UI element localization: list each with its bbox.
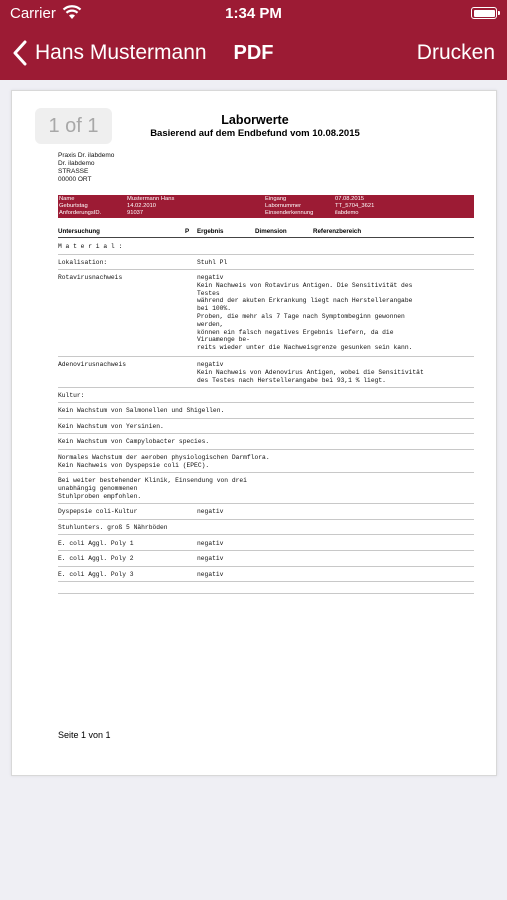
navigation-bar	[0, 28, 507, 80]
result-row-label: Kultur:	[58, 392, 85, 399]
result-row-label: Rotavirusnachweis	[58, 274, 123, 281]
patient-info-bar	[58, 195, 474, 218]
eingang-value: 07.08.2015	[335, 196, 365, 202]
address-line: Dr. ilabdemo	[58, 160, 95, 167]
result-row-value: negativ Kein Nachweis von Adenovirus Antigen, wobei die Sensitivität des Testes nach Herstellerangabe bei 93,1 % liegt.	[197, 361, 424, 384]
row-divider	[58, 254, 474, 255]
result-row-value: Stuhl Pl	[197, 259, 228, 266]
result-row-label: Kein Wachstum von Yersinien.	[58, 423, 164, 430]
clock: 1:34 PM	[225, 5, 282, 22]
sender-address	[58, 152, 114, 184]
row-divider	[58, 387, 474, 388]
row-divider	[58, 433, 474, 434]
geburtstag-value: 14.02.2010	[127, 203, 157, 209]
result-row-label: E. coli Aggl. Poly 1	[58, 540, 134, 547]
row-divider	[58, 402, 474, 403]
row-divider	[58, 356, 474, 357]
result-row-label: Kein Wachstum von Salmonellen und Shigellen.	[58, 407, 225, 414]
table-end-divider	[58, 593, 474, 594]
address-line: Praxis Dr. ilabdemo	[58, 152, 115, 159]
result-row-value: negativ	[197, 555, 224, 562]
labornummer-value: TT_5704_3621	[335, 203, 375, 209]
row-divider	[58, 449, 474, 450]
geburtstag-label: Geburtstag	[59, 203, 88, 209]
einsender-value: ilabdemo	[335, 210, 359, 216]
result-row-label: Lokalisation:	[58, 259, 108, 266]
result-row-label: E. coli Aggl. Poly 2	[58, 555, 134, 562]
battery-icon	[471, 7, 497, 19]
result-row-label: E. coli Aggl. Poly 3	[58, 571, 134, 578]
result-row-label: Normales Wachstum der aeroben physiologischen Darmflora. Kein Nachweis von Dyspepsie coli (EPEC).	[58, 454, 270, 469]
anforderung-label: AnforderungsID.	[59, 210, 102, 216]
eingang-label: Eingang	[265, 196, 287, 202]
column-header-ergebnis: Ergebnis	[197, 228, 224, 235]
result-row-label: Stuhlunters. groß 5 Nährböden	[58, 524, 168, 531]
column-header-referenzbereich: Referenzbereich	[313, 228, 362, 235]
app-header	[0, 0, 507, 80]
row-divider	[58, 519, 474, 520]
result-row-value: negativ	[197, 508, 224, 515]
carrier-label: Carrier	[10, 5, 56, 22]
result-row-label: Bei weiter bestehender Klinik, Einsendung von drei unabhängig genommenen Stuhlproben empfohlen.	[58, 477, 247, 500]
chevron-left-icon	[12, 40, 28, 66]
result-row-label: Kein Wachstum von Campylobacter species.	[58, 438, 210, 445]
back-button[interactable]	[12, 38, 207, 68]
header-divider	[58, 237, 474, 238]
status-bar	[0, 0, 507, 28]
result-row-value: negativ	[197, 571, 224, 578]
address-line: 00000 ORT	[58, 176, 92, 183]
patient-name-value: Mustermann Hans	[127, 196, 175, 202]
column-header-p: P	[185, 228, 190, 235]
pdf-page[interactable]	[11, 90, 497, 776]
result-row-value: negativ Kein Nachweis von Rotavirus Antigen. Die Sensitivität des Testes während der akuten Erkrankung liegt nach Herstellerangabe bei 100%. Proben, die mehr als 7 Tage nach Symptombeginn gewonnen werden, können ein falsch negatives Ergebnis liefern, da die Viruamenge be- reits wieder unter die Nachweisgrenze gesunken sein kann.	[197, 274, 413, 352]
result-row-value: negativ	[197, 540, 224, 547]
page-indicator: 1 of 1	[35, 108, 112, 144]
anforderung-value: 91037	[127, 210, 144, 216]
row-divider	[58, 269, 474, 270]
row-divider	[58, 550, 474, 551]
result-row-label: Adenovirusnachweis	[58, 361, 127, 368]
patient-name-label: Name	[59, 196, 75, 202]
labornummer-label: Labornummer	[265, 203, 302, 209]
row-divider	[58, 581, 474, 582]
address-line: STRASSE	[58, 168, 89, 175]
nav-title: PDF	[233, 42, 274, 64]
row-divider	[58, 418, 474, 419]
column-header-dimension: Dimension	[255, 228, 287, 235]
einsender-label: Einsenderkennung	[265, 210, 314, 216]
row-divider	[58, 566, 474, 567]
row-divider	[58, 472, 474, 473]
row-divider	[58, 534, 474, 535]
document-title: Laborwerte	[221, 113, 289, 127]
page-footer: Seite 1 von 1	[58, 730, 111, 740]
result-row-label: Dyspepsie coli-Kultur	[58, 508, 138, 515]
row-divider	[58, 503, 474, 504]
result-row-label: M a t e r i a l :	[58, 243, 123, 250]
print-button[interactable]: Drucken	[416, 41, 495, 64]
column-header-untersuchung: Untersuchung	[58, 228, 100, 235]
back-button-label: Hans Mustermann	[35, 41, 207, 64]
document-subtitle: Basierend auf dem Endbefund vom 10.08.2015	[150, 128, 360, 139]
